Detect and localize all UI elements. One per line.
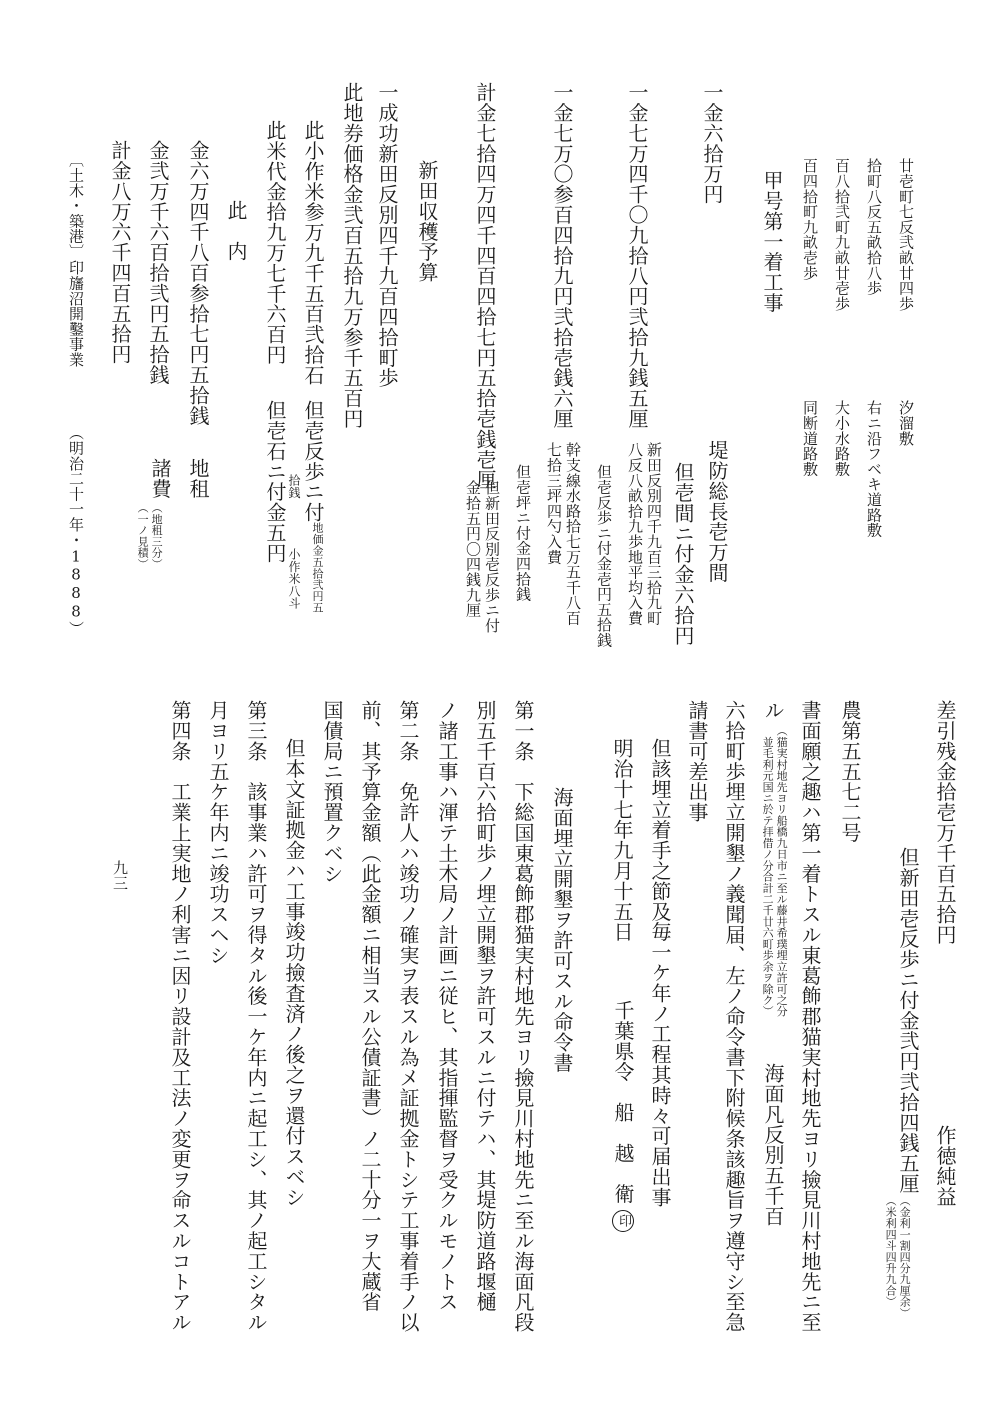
total-1-note: 但新田反別壱反歩ニ付	[483, 480, 501, 633]
balance-paren: （米利四斗四升九合）	[884, 1195, 898, 1308]
misc-paren-1: 地租三分	[150, 513, 164, 559]
misc-amount: 金弐万千六百拾弐円五拾銭	[146, 140, 170, 385]
article-2: 第二条 免許人ハ竣功ノ確実ヲ表スル為メ証拠金トシテ工事着手ノ以	[396, 700, 420, 1333]
item3-amount: 一金七万〇参百四拾九円弐拾壱銭六厘	[550, 82, 574, 429]
body-line: 但該埋立着手之節及毎一ケ年ノ工程其時々可届出事	[648, 738, 672, 1208]
area-label: 拾町八反五畝拾八歩	[865, 158, 883, 296]
balance-paren-2: 米利四斗四升九合	[884, 1206, 898, 1296]
balance-paren-1: 金利一割四分九厘余	[898, 1206, 912, 1308]
footer-category: 〔土木・築港〕	[67, 152, 85, 260]
body-line: 海面凡反別五千百	[761, 1063, 785, 1227]
article-1: 別五千百六拾町歩ノ埋立開墾ヲ許可スルニ付テハ、其堤防道路堰樋	[473, 700, 497, 1312]
item3-note: 幹支線水路拾七万五千八百	[564, 442, 582, 626]
rice-value-note: 但壱石ニ付金五円	[263, 400, 287, 564]
body-line	[763, 700, 783, 720]
land-value-kan-3: 小作米八斗	[287, 548, 301, 610]
land-value-note-text: 但壱反歩ニ付	[301, 400, 325, 523]
article-3: 月ヨリ五ケ年内ニ竣功スヘシ	[206, 700, 230, 966]
balance-paren: （金利一割四分九厘余）	[898, 1195, 912, 1319]
article-2: 但本文証拠金ハ工事竣功撿査済ノ後之ヲ還付スベシ	[282, 738, 306, 1208]
land-value: 此地券価格金弐百五拾九万参千五百円	[340, 82, 364, 429]
area-desc: 大小水路敷	[833, 400, 851, 477]
area-desc: 同断道路敷	[801, 400, 819, 477]
order-title: 海面埋立開墾ヲ許可スル命令書	[550, 787, 574, 1073]
article-1: 第一条 下総国東葛飾郡猫実村地先ヨリ撿見川村地先ニ至ル海面凡段	[511, 700, 535, 1333]
article-1: ノ諸工事ハ渾テ土木局ノ計画ニ従ヒ、其指揮監督ヲ受クルモノトス	[435, 700, 459, 1312]
body-paren: 並毛利元国ニ於テ拝借ノ分合計二千廿六町歩余ヲ除ク）	[761, 736, 775, 1017]
item1-note: 但壱間ニ付金六拾円	[671, 462, 695, 646]
rice-value: 此米代金拾九万七千六百円	[263, 120, 287, 365]
harvest-item: 一成功新田反別四千九百四拾町歩	[375, 82, 399, 388]
item2-note: 八反八畝拾九歩地平均入費	[626, 442, 644, 626]
harvest-title: 新田収穫予算	[415, 160, 439, 283]
item2-note: 新田反別四千九百三拾九町	[645, 442, 663, 626]
item1-note: 堤防総長壱万間	[705, 440, 729, 583]
balance: 差引残金拾壱万千百五拾円	[933, 700, 957, 945]
total-1: 計金七拾四万四千四百四拾七円五拾壱銭壱厘	[473, 82, 497, 490]
section-title: 甲号第一着工事	[760, 170, 784, 313]
article-2: 前、其予算金額（此金額ニ相当スル公債証書）ノ二十分一ヲ大蔵省	[358, 700, 382, 1312]
area-desc: 右ニ沿フベキ道路敷	[865, 400, 883, 538]
tax-label: 地租	[186, 458, 210, 499]
total-2: 計金八万六千四百五拾円	[108, 140, 132, 365]
seal-mark: 印	[612, 1210, 634, 1232]
total-1-note: 金拾五円〇四銭九厘	[464, 480, 482, 618]
balance-note: 但新田壱反歩ニ付金弐円弐拾四銭五厘	[896, 847, 920, 1194]
area-desc: 汐溜敷	[897, 400, 915, 446]
article-2: 国債局ニ預置クベシ	[320, 700, 344, 884]
area-label: 百四拾町九畝壱歩	[801, 158, 819, 281]
signer-name: 千葉県令 船 越 衛	[611, 1000, 635, 1204]
area-label: 廿壱町七反弐畝廿四歩	[897, 158, 915, 311]
body-line: 請書可差出事	[685, 700, 709, 823]
item3-note: 七拾三坪四勺入費	[545, 442, 563, 565]
land-value-kan-2: 拾銭	[287, 474, 301, 499]
misc-label	[150, 458, 170, 499]
body-line: 六拾町歩埋立開墾ノ義聞届、左ノ命令書下附候条該趣旨ヲ遵守シ至急	[722, 700, 746, 1333]
misc-paren: （地租三分）	[150, 502, 164, 570]
misc-paren-2: 一ノ見積	[136, 513, 150, 559]
body-paren-2: 並毛利元国ニ於テ拝借ノ分合計二千廿六町歩余ヲ除ク	[761, 736, 775, 1006]
misc-paren: （一ノ見積）	[136, 502, 150, 570]
land-value-note	[303, 400, 323, 614]
footer-title: 印旛沼開鑿事業	[67, 260, 85, 368]
body-paren-1: 猫実村地先ヨリ船橋九日市ニ至ル藤井希璞埋立許可之分	[775, 736, 789, 1017]
footer-era: （明治二十一年・1888）	[67, 425, 85, 636]
item1-amount: 一金六拾万円	[700, 82, 724, 205]
item2-note: 但壱反歩ニ付金壱円五拾銭	[595, 464, 613, 648]
land-value-kan-1: 地価金五拾弐円五	[311, 522, 324, 614]
body-line: 書面願之趣ハ第一着トスル東葛飾郡猫実村地先ヨリ撿見川村地先ニ至	[798, 700, 822, 1333]
item3-note: 但壱坪ニ付金四拾銭	[514, 464, 532, 602]
date: 明治十七年九月十五日	[610, 738, 634, 942]
misc-label-text: 諸費	[148, 458, 172, 499]
doc-number: 農第五五七二号	[838, 700, 862, 843]
body-paren: （猫実村地先ヨリ船橋九日市ニ至ル藤井希璞埋立許可之分	[775, 725, 789, 1017]
item2-amount: 一金七万四千〇九拾八円弐拾九銭五厘	[625, 82, 649, 429]
breakdown-label: 此 内	[224, 200, 248, 262]
tax-amount: 金六万四千八百参拾七円五拾銭	[186, 140, 210, 426]
area-label: 百八拾弐町九畝廿壱歩	[833, 158, 851, 311]
body-line-text: ル	[761, 700, 785, 721]
rice-amount: 此小作米参万九千五百弐拾石	[301, 120, 325, 386]
article-4: 第四条 工業上実地ノ利害ニ因リ設計及工法ノ変更ヲ命スルコトアル	[168, 700, 192, 1333]
article-3: 第三条 該事業ハ許可ヲ得タル後一ケ年内ニ起工シ、其ノ起工シタル	[244, 700, 268, 1333]
signer	[612, 1000, 634, 1232]
page-number: 九三	[111, 860, 129, 891]
author: 作徳純益	[933, 1125, 957, 1207]
